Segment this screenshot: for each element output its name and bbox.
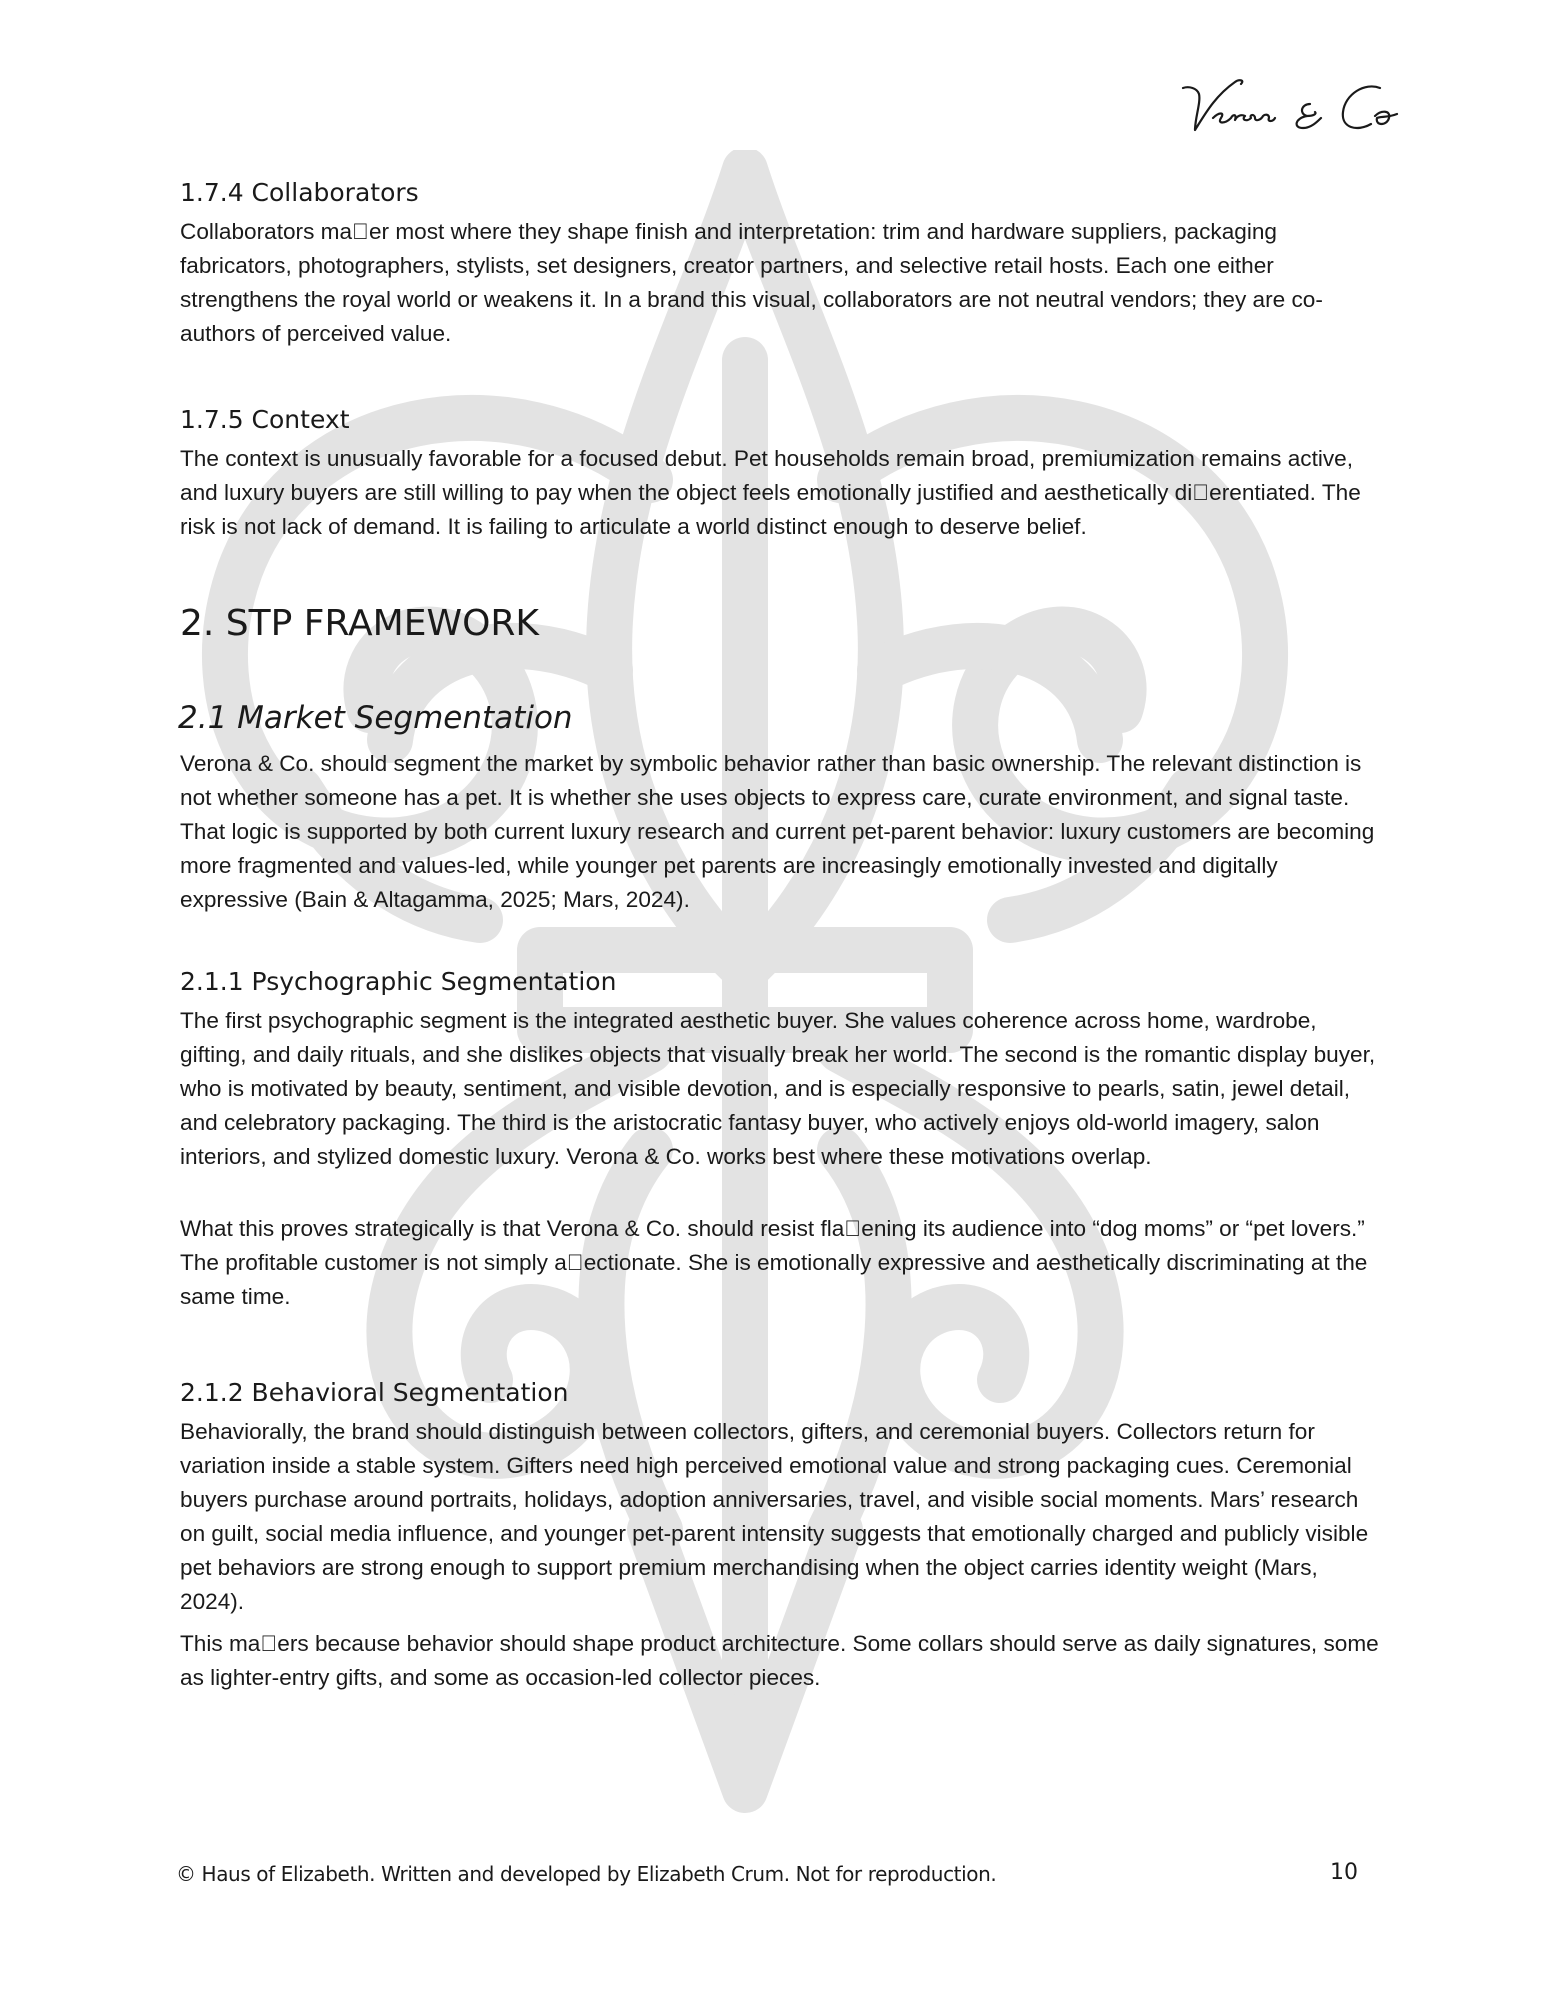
market-segmentation-paragraph: Verona & Co. should segment the market by symbolic behavior rather than basic ownership. The relevant distinction is not whether someone has a pet. It is whether she uses objects to express care, curate environment, and signal taste. That logic is supported by both current luxury research and current pet-parent behavior: luxury customers are becoming more fragmented and values-led, while younger pet parents are increasingly emotionally invested and digitally expressive (Bain & Altagamma, 2025; Mars, 2024). bbox=[180, 751, 1375, 912]
market-segmentation-heading: 2.1 Market Segmentation bbox=[178, 700, 573, 736]
psychographic-paragraph-1: The first psychographic segment is the integrated aesthetic buyer. She values coherence across home, wardrobe, gifting, and daily rituals, and she dislikes objects that visually break her world. The second is the romantic display buyer, who is motivated by beauty, sentiment, and visible devotion, and is especially responsive to pearls, satin, jewel detail, and celebratory packaging. The third is the aristocratic fantasy buyer, who actively enjoys old-world imagery, salon interiors, and stylized domestic luxury. Verona & Co. works best where these motivations overlap. bbox=[180, 1008, 1376, 1169]
stp-framework-heading: 2. STP FRAMEWORK bbox=[180, 603, 540, 644]
signature-logo bbox=[1175, 68, 1435, 148]
psychographic-paragraph-2: What this proves strategically is that Verona & Co. should resist fla ening its audience into “dog moms” or “pet lovers.” The profitable customer is not simply a ectionate. She is emotionally expressive and aesthetically discriminating at the same time. bbox=[180, 1216, 1368, 1309]
context-paragraph: The context is unusually favorable for a focused debut. Pet households remain broad, premiumization remains active, and luxury buyers are still willing to pay when the object feels emotionally justified and aesthetically di erentiated. The risk is not lack of demand. It is failing to articulate a world distinct enough to deserve belief. bbox=[180, 446, 1361, 539]
behavioral-heading: 2.1.2 Behavioral Segmentation bbox=[180, 1378, 569, 1407]
collaborators-paragraph: Collaborators ma er most where they shape finish and interpretation: trim and hardware suppliers, packaging fabricators, photographers, stylists, set designers, creator partners, and selective retail hosts. Each one either strengthens the royal world or weakens it. In a brand this visual, collaborators are not neutral vendors; they are co-authors of perceived value. bbox=[180, 219, 1323, 346]
page-number: 10 bbox=[1330, 1860, 1358, 1885]
behavioral-paragraph-2: This ma ers because behavior should shape product architecture. Some collars should serve as daily signatures, some as lighter-entry gifts, and some as occasion-led collector pieces. bbox=[180, 1631, 1379, 1690]
psychographic-heading: 2.1.1 Psychographic Segmentation bbox=[180, 967, 617, 996]
footer-copyright: © Haus of Elizabeth. Written and developed by Elizabeth Crum. Not for reproduction. bbox=[176, 1862, 997, 1886]
collaborators-heading: 1.7.4 Collaborators bbox=[180, 178, 419, 207]
context-heading: 1.7.5 Context bbox=[180, 405, 350, 434]
behavioral-paragraph-1: Behaviorally, the brand should distinguish between collectors, gifters, and ceremonial buyers. Collectors return for variation inside a stable system. Gifters need high perceived emotional value and strong packaging cues. Ceremonial buyers purchase around portraits, holidays, adoption anniversaries, travel, and visible social moments. Mars’ research on guilt, social media influence, and younger pet-parent intensity suggests that emotionally charged and publicly visible pet behaviors are strong enough to support premium merchandising when the object carries identity weight (Mars, 2024). bbox=[180, 1419, 1369, 1614]
